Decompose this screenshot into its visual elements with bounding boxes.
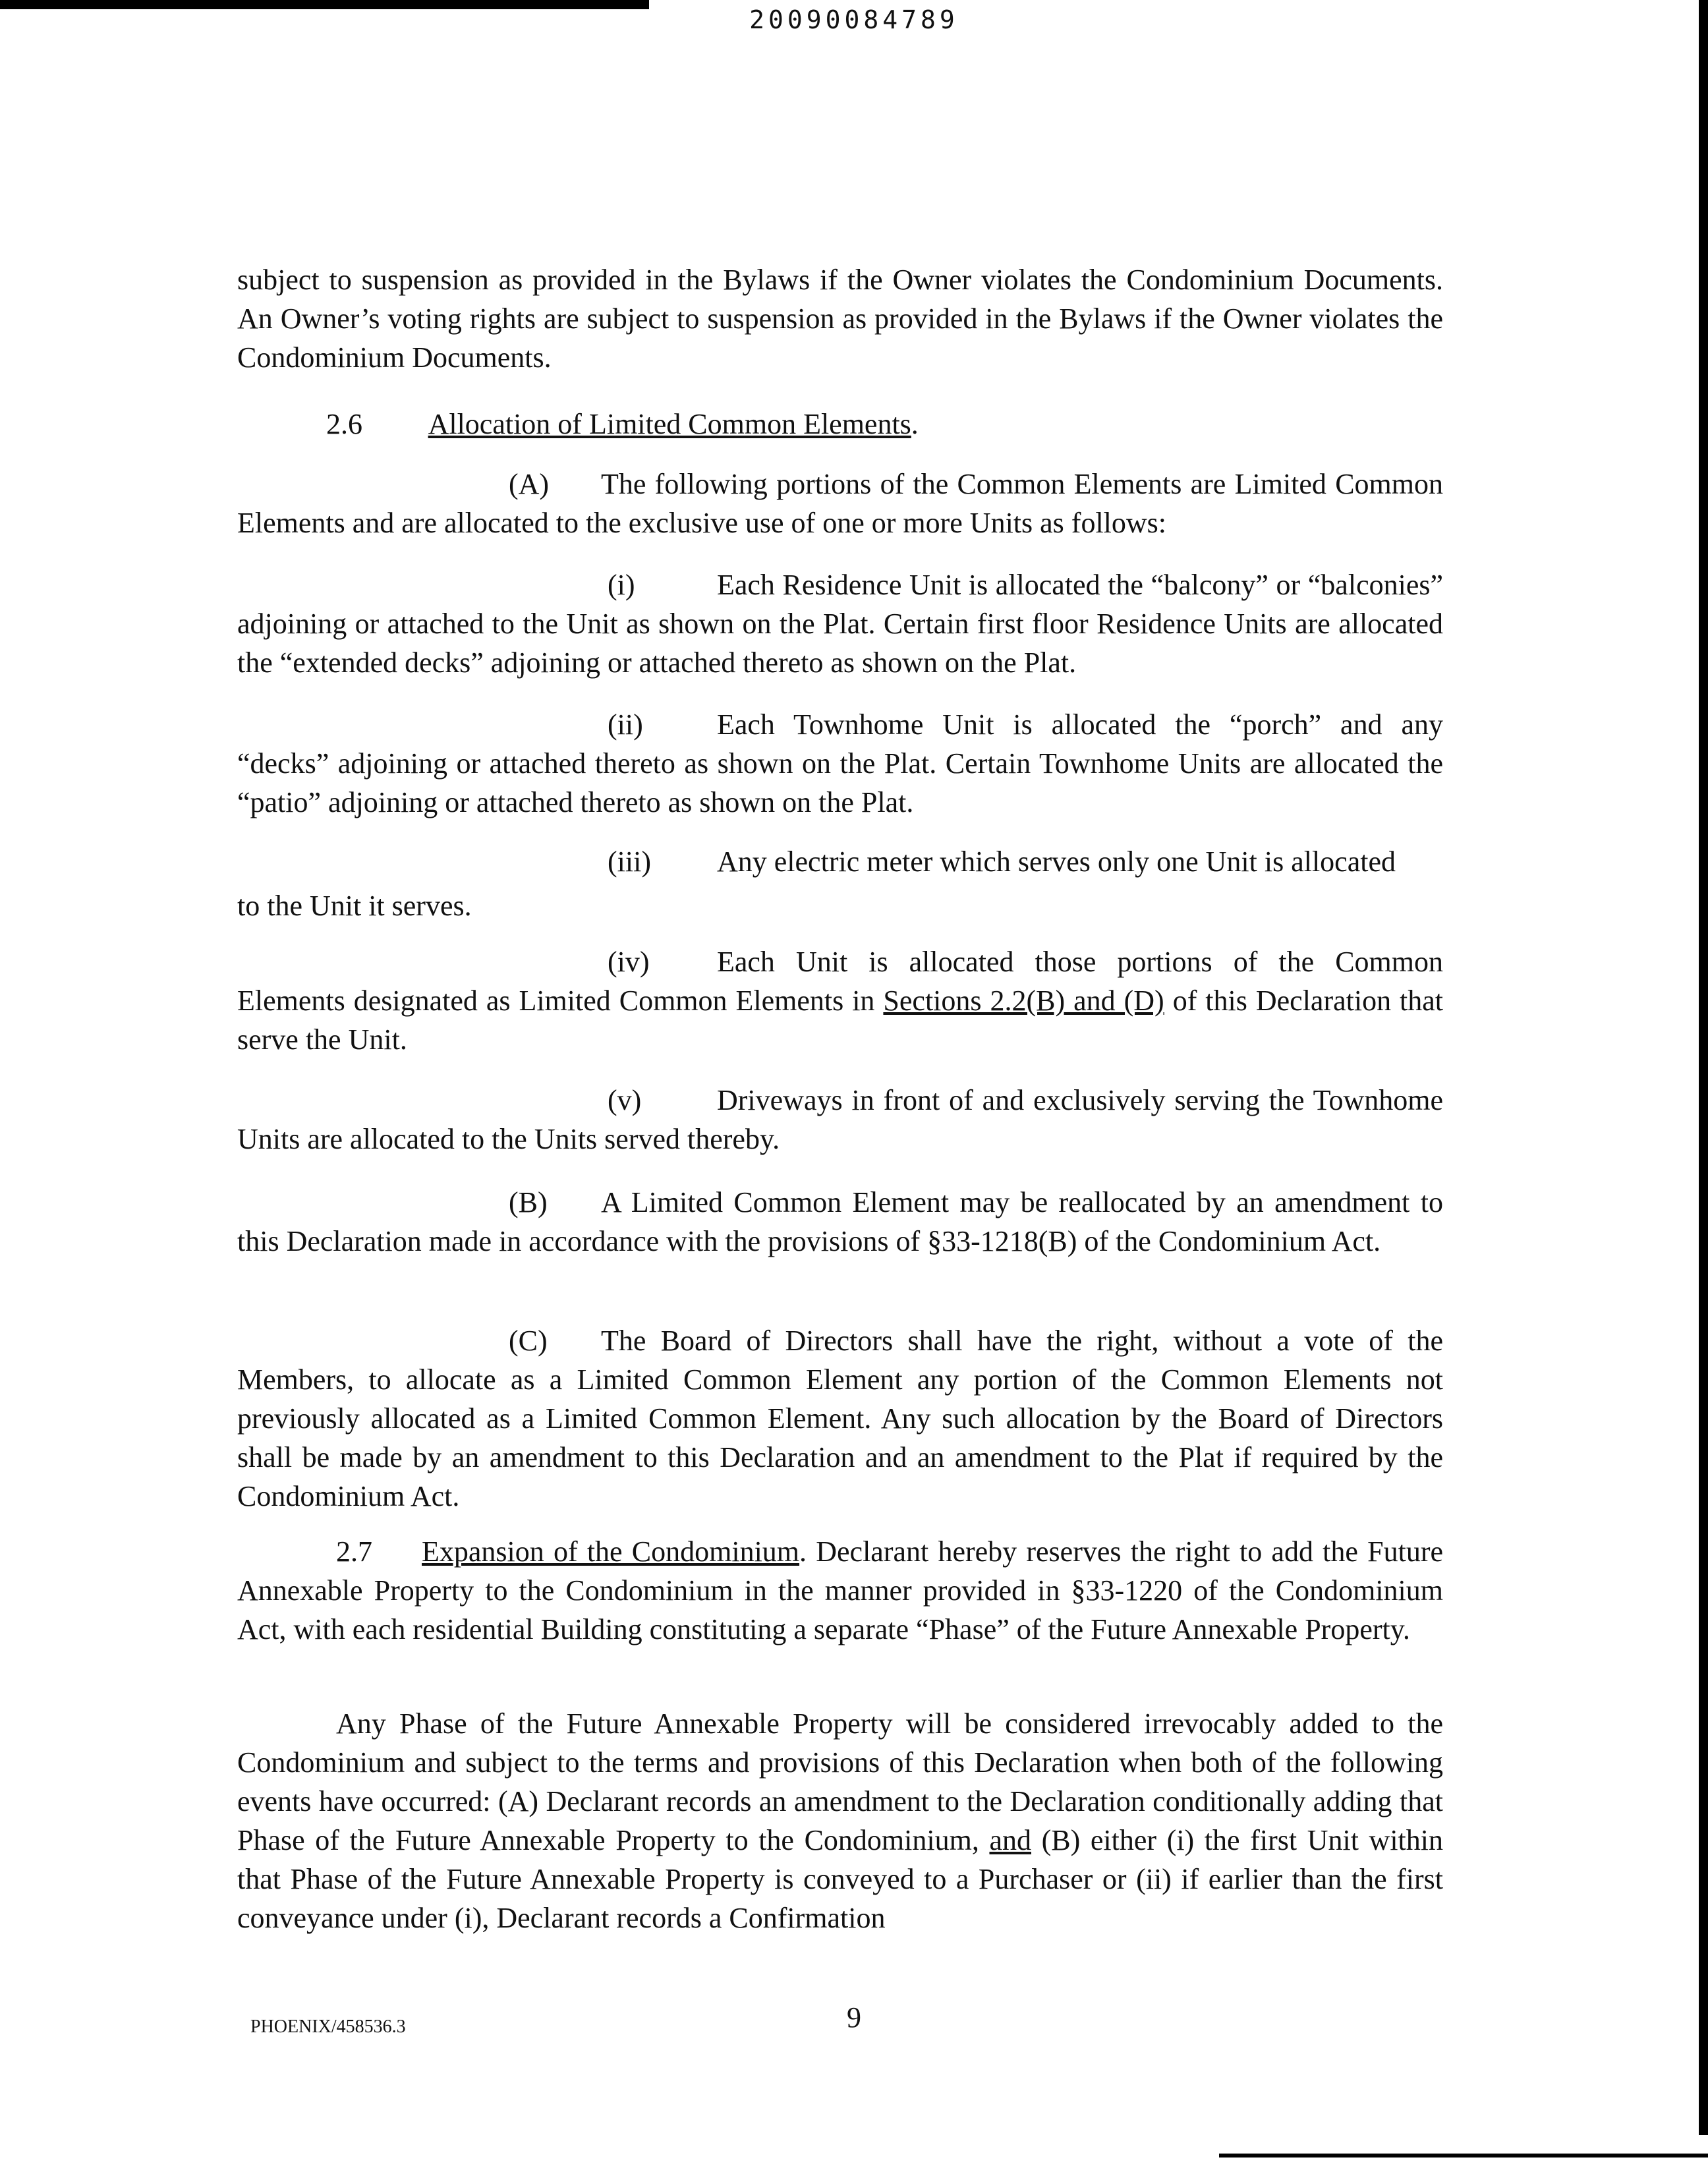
paragraph-text: Each Townhome Unit is allocated the “porch” and any “decks” adjoining or attached thereto as shown on the Plat. Certain Townhome Units are allocated the “patio” adjoining or attached thereto as shown on the Plat.: [237, 708, 1443, 818]
paragraph-v: [237, 1081, 1443, 1158]
paragraph-b: [237, 1183, 1443, 1261]
and-emphasis: and: [989, 1824, 1031, 1856]
paragraph-text: The Board of Directors shall have the right, without a vote of the Members, to allocate as a Limited Common Element any portion of the Common Elements not previously allocated as a Limited Common Element. Any such allocation by the Board of Directors shall be made by an amendment to this Declaration and an amendment to the Plat if required by the Condominium Act.: [237, 1325, 1443, 1512]
paragraph-label: (v): [608, 1084, 642, 1116]
section-2-7: 2.7 Expansion of the Condominium. Declarant hereby reserves the right to add the Future Annexable Property to the Condominium in the manner provided in §33-1220 of the Condominium Act, with each residential Building constituting a separate “Phase” of the Future Annexable Property.: [237, 1532, 1443, 1649]
paragraph-text: Each Unit is allocated those portions of the Common Elements designated as Limited Common Elements in: [237, 946, 1443, 1017]
paragraph-text-end: (B) either (i) the first Unit within that Phase of the Future Annexable Property is conveyed to a Purchaser or (ii) if earlier than the first conveyance under (i), Declarant records a Confirmation: [237, 1824, 1443, 1934]
paragraph-text: Driveways in front of and exclusively serving the Townhome Units are allocated to the Units served thereby.: [237, 1084, 1443, 1155]
paragraph-text: Each Residence Unit is allocated the “balcony” or “balconies” adjoining or attached to the Unit as shown on the Plat. Certain first floor Residence Units are allocated the “extended decks” adjoining or attached thereto as shown on the Plat.: [237, 569, 1443, 679]
paragraph-label: (iii): [608, 845, 651, 878]
section-number: 2.6: [326, 408, 362, 440]
scan-border-right: [1699, 0, 1708, 2135]
section-2-6-heading: 2.6 Allocation of Limited Common Elements.: [326, 408, 919, 440]
paragraph-c: [237, 1321, 1443, 1516]
paragraph-text: The following portions of the Common Elements are Limited Common Elements and are allocated to the exclusive use of one or more Units as follows:: [237, 468, 1443, 539]
document-number: 20090084789: [749, 5, 959, 34]
page-number: 9: [847, 2001, 861, 2034]
paragraph-ii: [237, 705, 1443, 822]
paragraph-label: (C): [509, 1325, 548, 1357]
paragraph-text-line-2: to the Unit it serves.: [237, 890, 472, 922]
footer-document-id: PHOENIX/458536.3: [250, 2016, 406, 2037]
section-title: Expansion of the Condominium: [422, 1535, 800, 1568]
paragraph-a: [237, 465, 1443, 542]
paragraph-iv: [237, 942, 1443, 1059]
paragraph-iii: [237, 842, 1443, 925]
paragraph-i: [237, 565, 1443, 682]
paragraph-text: A Limited Common Element may be reallocated by an amendment to this Declaration made in accordance with the provisions of §33-1218(B) of the Condominium Act.: [237, 1186, 1443, 1257]
paragraph-phase: [237, 1704, 1443, 1937]
section-number: 2.7: [336, 1535, 372, 1568]
paragraph-label: (A): [509, 468, 550, 500]
section-text: Declarant hereby reserves the right to add the Future Annexable Property to the Condominium in the manner provided in §33-1220 of the Condominium Act, with each residential Building constituting a separate “Phase” of the Future Annexable Property.: [237, 1535, 1444, 1645]
paragraph-text-end: of this Declaration that serve the Unit.: [237, 985, 1444, 1056]
section-title: Allocation of Limited Common Elements: [428, 408, 911, 440]
paragraph-label: (i): [608, 569, 635, 601]
paragraph-label: (iv): [608, 946, 650, 978]
paragraph-label: (ii): [608, 708, 643, 741]
paragraph-text-line-1: Any electric meter which serves only one Unit is allocated: [717, 845, 1396, 878]
paragraph-label: (B): [509, 1186, 548, 1218]
paragraph-text: Any Phase of the Future Annexable Property will be considered irrevocably added to the Condominium and subject to the terms and provisions of this Declaration when both of the following events have occurred: (A) Declarant records an amendment to the Declaration conditionally adding that Phase of the Future Annexable Property to the Condominium,: [237, 1707, 1443, 1856]
scan-line-bottom: [1219, 2154, 1708, 2158]
sections-reference: Sections 2.2(B) and (D): [883, 985, 1164, 1017]
paragraph-continuation: subject to suspension as provided in the Bylaws if the Owner violates the Condominium Documents. An Owner’s voting rights are subject to suspension as provided in the Bylaws if the Owner violates the Condominium Documents.: [237, 264, 1443, 374]
